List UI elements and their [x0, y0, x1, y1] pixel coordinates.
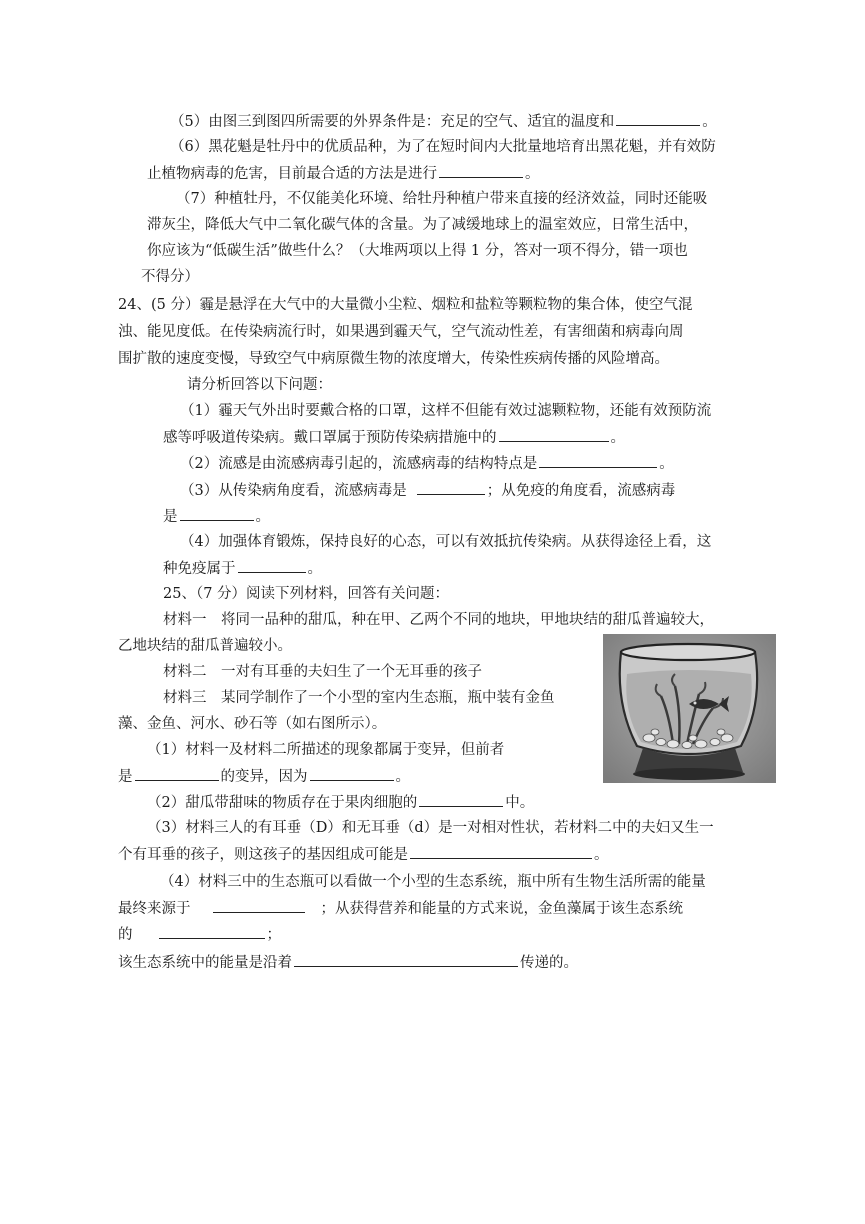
answer-blank[interactable]	[439, 163, 523, 178]
q23-part7-line1: （7）种植牡丹，不仅能美化环境、给牡丹种植户带来直接的经济效益，同时还能吸	[176, 191, 708, 207]
fishbowl-photo	[603, 634, 776, 783]
q25-sub4-line4: 该生态系统中的能量是沿着 传递的。	[118, 952, 578, 973]
fishbowl-image	[603, 634, 776, 783]
q24-sub2: （2）流感是由流感病毒引起的，流感病毒的结构特点是 。	[180, 453, 674, 474]
q25-sub1-line1: （1）材料一及材料二所描述的现象都属于变异，但前者	[147, 742, 505, 758]
answer-blank[interactable]	[616, 111, 700, 126]
q24-prompt: 请分析回答以下问题：	[187, 377, 332, 393]
q25-sub2: （2）甜瓜带甜味的物质存在于果肉细胞的 中。	[147, 792, 534, 813]
q25-heading: 25、（7 分）阅读下列材料，回答有关问题：	[163, 586, 450, 602]
answer-blank[interactable]	[135, 766, 219, 781]
q24-sub1-line1: （1）霾天气外出时要戴合格的口罩，这样不但能有效过滤颗粒物，还能有效预防流	[180, 403, 712, 419]
q23-part7-line2: 滞灰尘，降低大气中二氧化碳气体的含量。为了减缓地球上的温室效应，日常生活中，	[147, 217, 698, 233]
answer-blank[interactable]	[294, 952, 518, 967]
q25-material2: 材料二 一对有耳垂的夫妇生了一个无耳垂的孩子	[163, 664, 482, 680]
q24-passage-line2: 浊、能见度低。在传染病流行时，如果遇到霾天气，空气流动性差，有害细菌和病毒向周	[118, 324, 684, 340]
q24-sub3-line2: 是 。	[163, 506, 270, 527]
answer-blank[interactable]	[417, 480, 485, 495]
q24-sub4-line2: 种免疫属于 。	[163, 558, 322, 579]
answer-blank[interactable]	[499, 427, 609, 442]
q24-passage-line1: 24、(5 分）霾是悬浮在大气中的大量微小尘粒、烟粒和盐粒等颗粒物的集合体，使空气混	[118, 297, 693, 313]
answer-blank[interactable]	[410, 844, 592, 859]
q25-material3-line2: 藻、金鱼、河水、砂石等（如右图所示）。	[118, 716, 387, 732]
q23-part5: （5）由图三到图四所需要的外界条件是：充足的空气、适宜的温度和 。	[170, 111, 717, 132]
answer-blank[interactable]	[419, 792, 503, 807]
q25-sub4-line3: 的 ；	[118, 924, 281, 945]
q23-part6-line1: （6）黑花魁是牡丹中的优质品种，为了在短时间内大批量地培育出黑花魁，并有效防	[170, 139, 716, 155]
answer-blank[interactable]	[238, 558, 306, 573]
q25-sub4-line2: 最终来源于 ；从获得营养和能量的方式来说，金鱼藻属于该生态系统	[118, 898, 683, 919]
q23-part6-line2: 止植物病毒的危害，目前最合适的方法是进行 。	[147, 163, 540, 184]
answer-blank[interactable]	[310, 766, 394, 781]
bowl-rim	[621, 644, 755, 660]
q23-part7-line4: 不得分）	[141, 269, 199, 285]
answer-blank[interactable]	[213, 898, 305, 913]
q24-sub3-line1: （3）从传染病角度看，流感病毒是 ；从免疫的角度看，流感病毒	[180, 480, 675, 501]
q25-material1-line1: 材料一 将同一品种的甜瓜，种在甲、乙两个不同的地块，甲地块结的甜瓜普遍较大，	[163, 612, 714, 628]
q25-sub4-line1: （4）材料三中的生态瓶可以看做一个小型的生态系统，瓶中所有生物生活所需的能量	[160, 874, 706, 890]
q25-sub1-line2: 是 的变异，因为 。	[118, 766, 410, 787]
q23-part7-line3: 你应该为“低碳生活”做些什么？（大堆两项以上得 1 分，答对一项不得分，错一项也	[147, 243, 688, 259]
q25-material3-line1: 材料三 某同学制作了一个小型的室内生态瓶，瓶中装有金鱼	[163, 690, 555, 706]
q25-sub3-line1: （3）材料三人的有耳垂（D）和无耳垂（d）是一对相对性状，若材料二中的夫妇又生一	[147, 820, 714, 836]
q24-sub1-line2: 感等呼吸道传染病。戴口罩属于预防传染病措施中的 。	[163, 427, 625, 448]
q25-sub3-line2: 个有耳垂的孩子，则这孩子的基因组成可能是 。	[118, 844, 609, 865]
q24-passage-line3: 围扩散的速度变慢，导致空气中病原微生物的浓度增大，传染性疾病传播的风险增高。	[118, 351, 669, 367]
answer-blank[interactable]	[539, 453, 657, 468]
answer-blank[interactable]	[180, 506, 254, 521]
answer-blank[interactable]	[159, 924, 265, 939]
q24-sub4-line1: （4）加强体育锻炼，保持良好的心态，可以有效抵抗传染病。从获得途径上看，这	[180, 534, 712, 550]
q25-material1-line2: 乙地块结的甜瓜普遍较小。	[118, 638, 292, 654]
